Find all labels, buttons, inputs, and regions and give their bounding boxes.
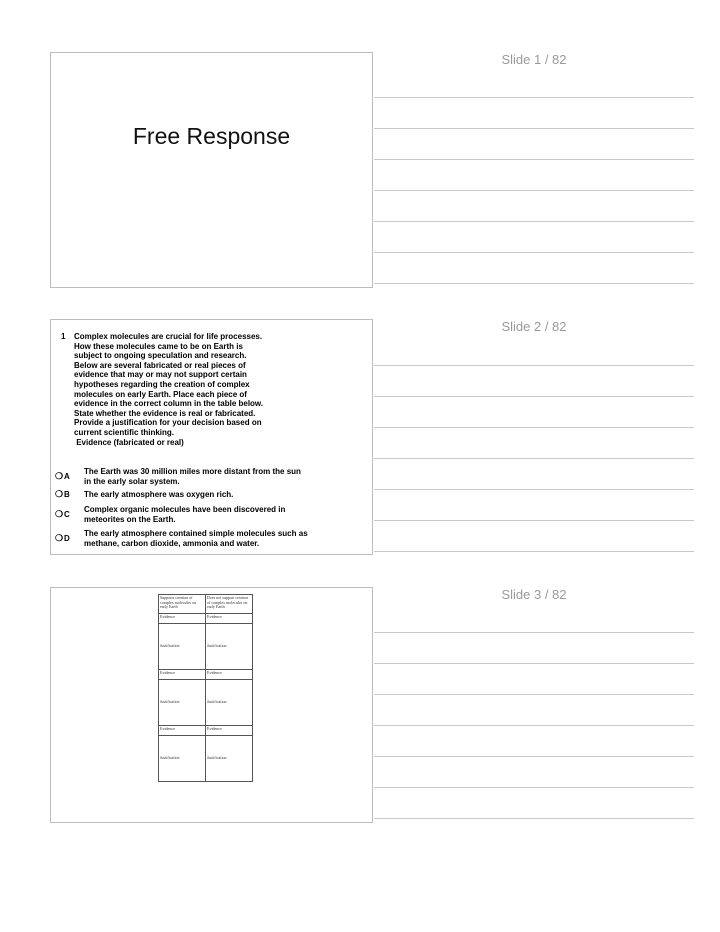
note-line: [374, 632, 694, 633]
table-cell: Evidence: [159, 670, 206, 680]
question-line: hypotheses regarding the creation of complex: [74, 379, 250, 389]
note-line: [374, 365, 694, 366]
question-line: subject to ongoing speculation and research.: [74, 351, 247, 361]
option-line: Complex organic molecules have been discovered in: [84, 505, 286, 514]
table-row: [159, 736, 253, 782]
table-cell: Evidence: [159, 726, 206, 736]
evidence-table: [158, 594, 253, 782]
option-line: The early atmosphere contained simple molecules such as: [84, 529, 308, 538]
question-line: molecules on early Earth. Place each piece of: [74, 389, 247, 399]
note-line: [374, 283, 694, 284]
table-header-row: [159, 595, 253, 614]
note-line: [374, 396, 694, 397]
table-cell: Evidence: [206, 726, 253, 736]
table-row: [159, 726, 253, 736]
slide-title: Free Response: [132, 123, 291, 149]
question-line: Provide a justification for your decision based on: [74, 418, 262, 428]
option-line: in the early solar system.: [84, 476, 180, 486]
question-line: current scientific thinking.: [74, 427, 175, 437]
option-line: The early atmosphere was oxygen rich.: [84, 490, 234, 499]
table-row: [159, 670, 253, 680]
slide-number-label: Slide 3 / 82: [501, 587, 567, 602]
option-line: meteorites on the Earth.: [84, 514, 176, 524]
table-cell: Evidence: [206, 614, 253, 624]
note-line: [374, 128, 694, 129]
question-line: evidence in the correct column in the table below.: [74, 399, 264, 409]
table-cell: Justification: [206, 736, 253, 782]
table-cell: Justification: [159, 624, 206, 670]
option-text: [84, 467, 319, 486]
table-row: [159, 680, 253, 726]
note-line: [374, 818, 694, 819]
question-text: [74, 332, 284, 447]
radio-bullet-icon[interactable]: ❍: [55, 489, 64, 499]
option-line: methane, carbon dioxide, ammonia and water.: [84, 538, 260, 548]
table-cell: Justification: [159, 736, 206, 782]
slide-number-label: Slide 2 / 82: [501, 319, 567, 334]
option-text: [84, 490, 319, 500]
note-line: [374, 551, 694, 552]
note-line: [374, 97, 694, 98]
question-line: evidence that may or may not support certain: [74, 370, 247, 380]
note-line: [374, 458, 694, 459]
question-line: State whether the evidence is real or fabricated.: [74, 408, 256, 418]
note-line: [374, 159, 694, 160]
table-cell: Justification: [206, 624, 253, 670]
slide-number-label: Slide 1 / 82: [501, 52, 567, 67]
note-line: [374, 756, 694, 757]
question-number: 1: [61, 332, 66, 341]
note-line: [374, 252, 694, 253]
radio-bullet-icon[interactable]: ❍: [55, 509, 64, 519]
slide-2-frame: [50, 319, 373, 555]
table-row: [159, 624, 253, 670]
note-line: [374, 520, 694, 521]
question-line: Complex molecules are crucial for life processes.: [74, 332, 263, 341]
note-line: [374, 489, 694, 490]
question-line: How these molecules came to be on Earth is: [74, 341, 243, 351]
note-line: [374, 427, 694, 428]
option-text: [84, 505, 319, 524]
option-letter: C: [64, 510, 70, 519]
table-header-cell: Does not support creation of complex molecules on early Earth: [206, 595, 253, 614]
table-cell: Evidence: [159, 614, 206, 624]
note-line: [374, 787, 694, 788]
table-header-cell: Supports creation of complex molecules on early Earth: [159, 595, 206, 614]
note-line: [374, 190, 694, 191]
note-line: [374, 663, 694, 664]
option-letter: B: [64, 490, 70, 499]
table-cell: Evidence: [206, 670, 253, 680]
note-line: [374, 725, 694, 726]
option-letter: A: [64, 472, 70, 481]
radio-bullet-icon[interactable]: ❍: [55, 533, 64, 543]
note-line: [374, 221, 694, 222]
slide-3-frame: [50, 587, 373, 823]
table-cell: Justification: [206, 680, 253, 726]
table-row: [159, 614, 253, 624]
option-line: The Earth was 30 million miles more distant from the sun: [84, 467, 301, 476]
option-text: [84, 529, 319, 548]
note-line: [374, 694, 694, 695]
slide-1-frame: [50, 52, 373, 288]
radio-bullet-icon[interactable]: ❍: [55, 471, 64, 481]
question-line: Evidence (fabricated or real): [74, 437, 184, 447]
question-line: Below are several fabricated or real pieces of: [74, 360, 246, 370]
table-cell: Justification: [159, 680, 206, 726]
option-letter: D: [64, 534, 70, 543]
